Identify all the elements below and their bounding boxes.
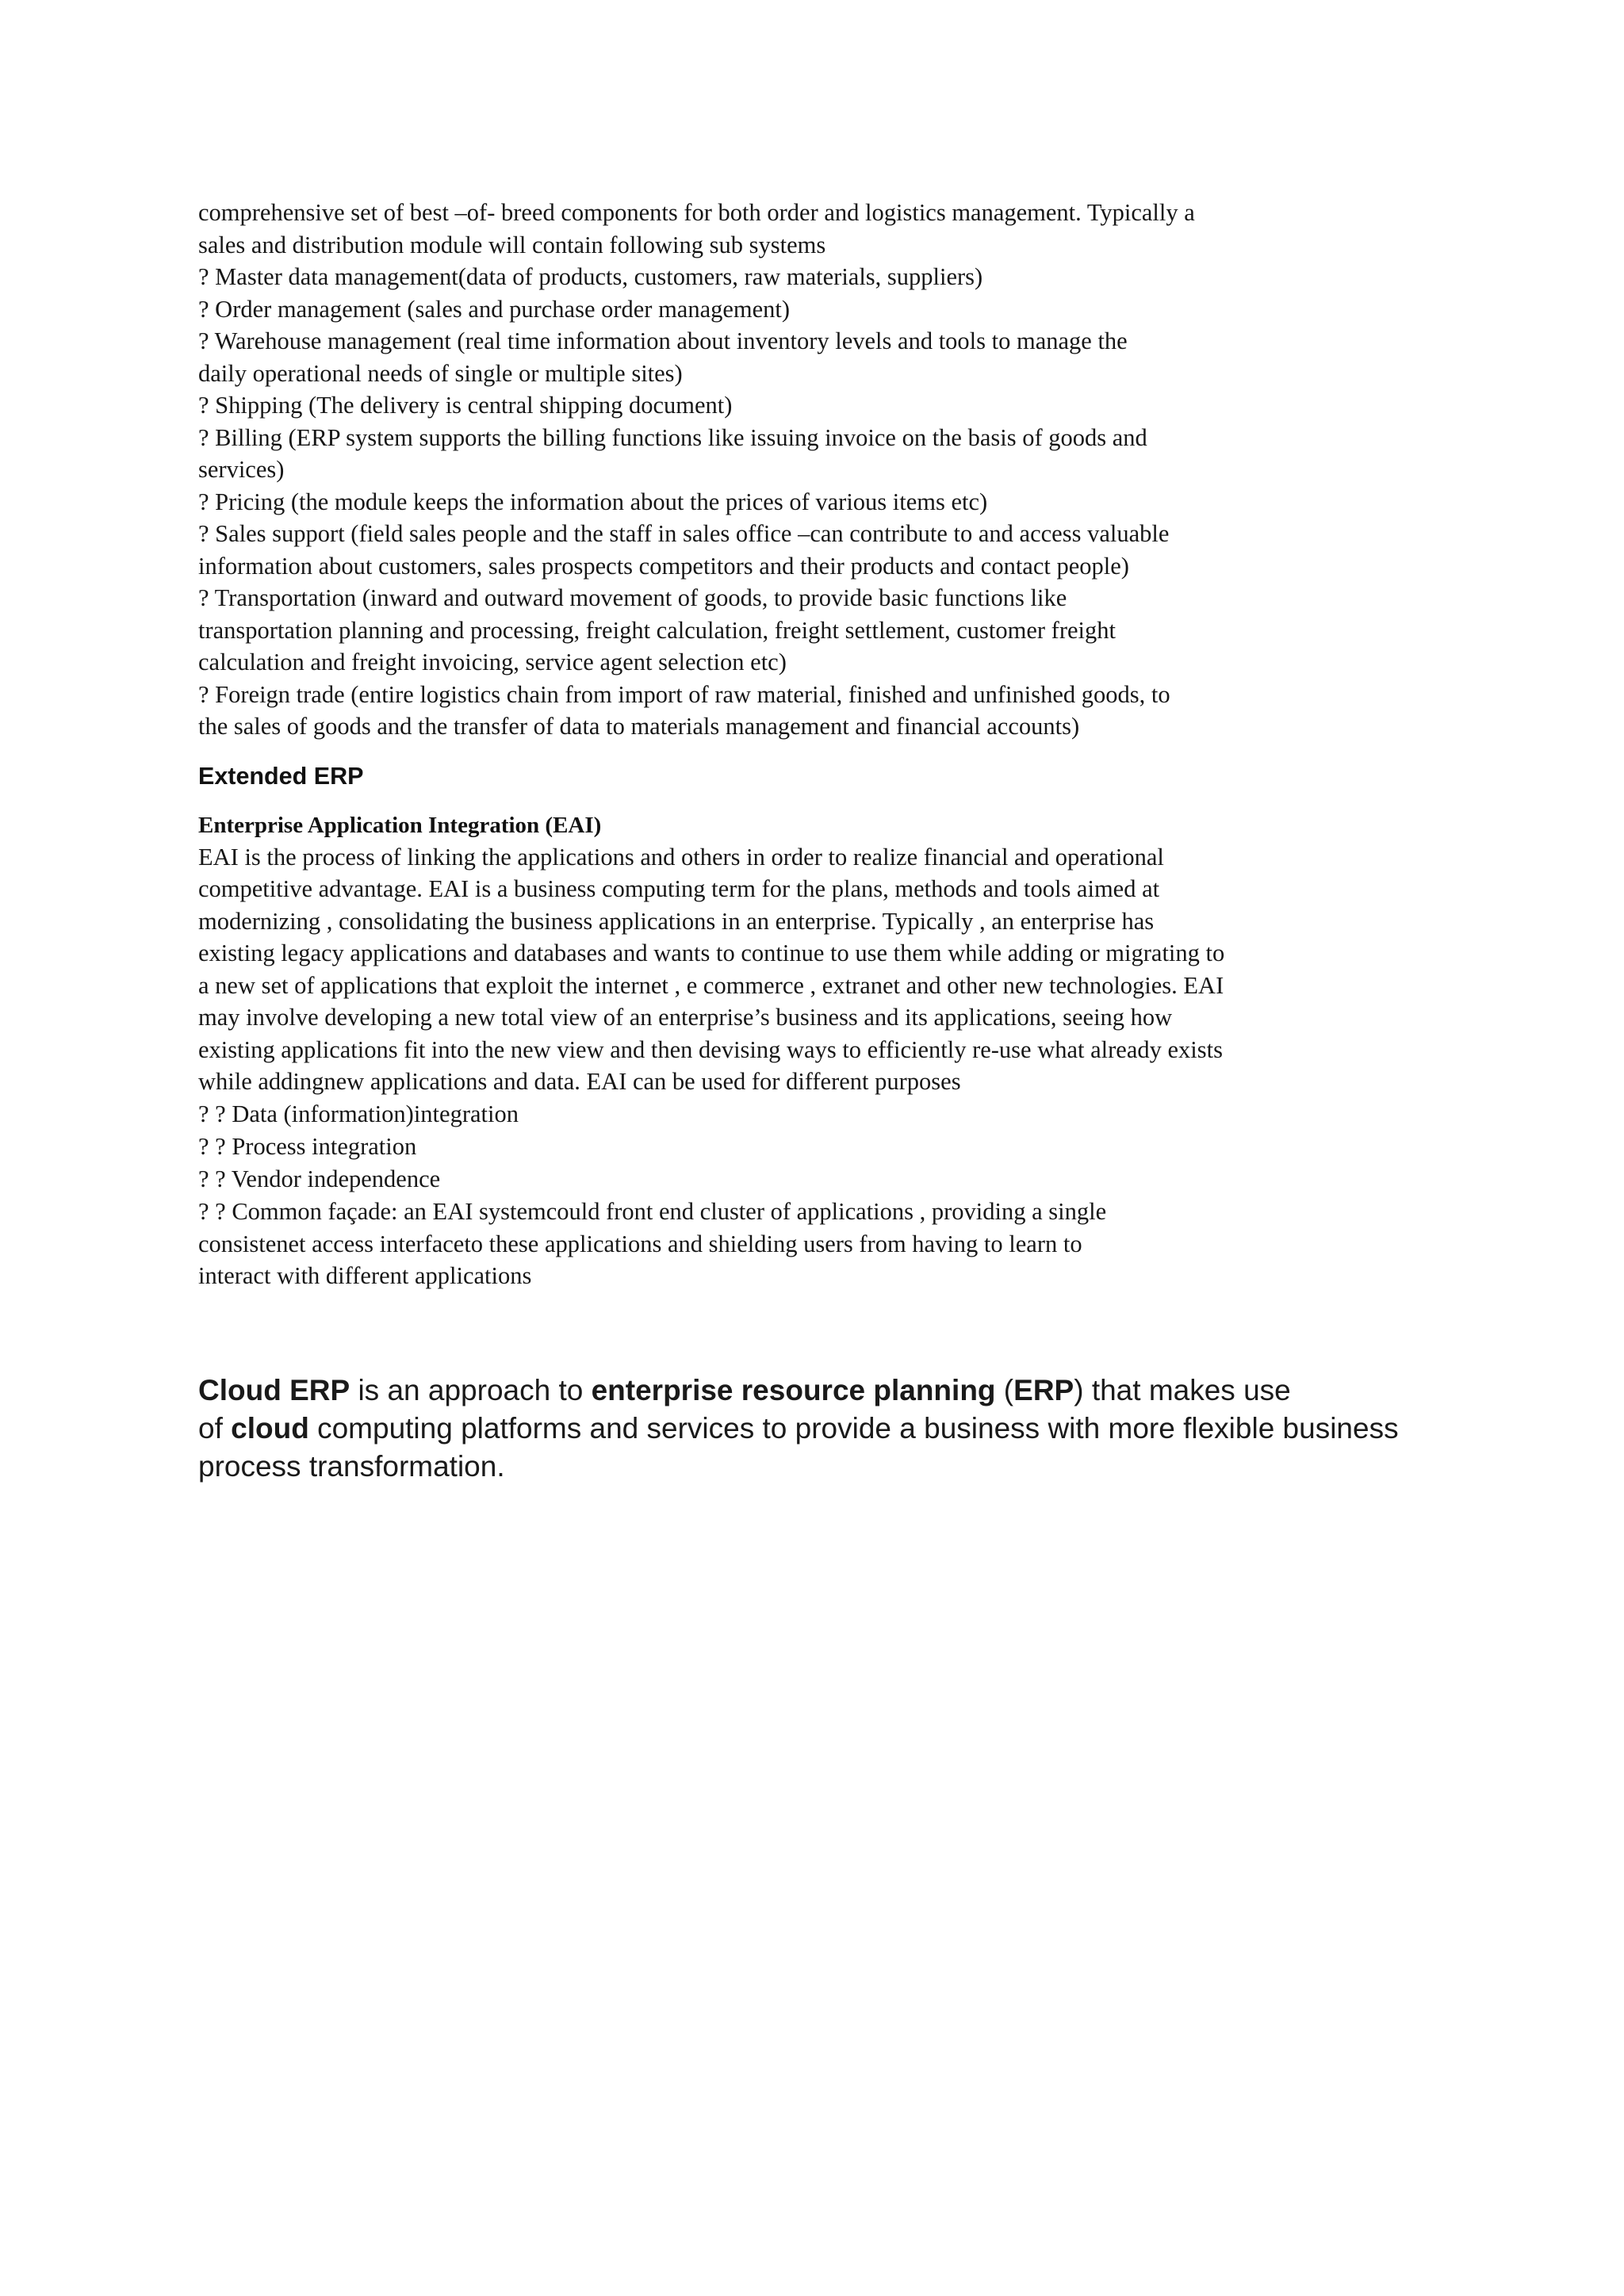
cloud-erp-paragraph [198, 1372, 1467, 1486]
eai-paragraph-line: competitive advantage. EAI is a business computing term for the plans, methods and tools aimed at [198, 875, 1160, 902]
eai-subheading: Enterprise Application Integration (EAI) [198, 812, 602, 838]
intro-line: sales and distribution module will contain following sub systems [198, 231, 826, 258]
cloud-erp-text: process transformation. [198, 1450, 505, 1483]
subsystem-line: the sales of goods and the transfer of data to materials management and financial accounts) [198, 713, 1080, 740]
subsystem-line: ? Order management (sales and purchase order management) [198, 295, 791, 323]
subsystem-line: information about customers, sales prospects competitors and their products and contact people) [198, 552, 1129, 580]
eai-purpose-continuation: interact with different applications [198, 1262, 532, 1289]
cloud-erp-term: Cloud ERP [198, 1374, 350, 1406]
subsystem-line: ? Foreign trade (entire logistics chain from import of raw material, finished and unfinished goods, to [198, 680, 1170, 708]
subsystem-line: ? Pricing (the module keeps the information about the prices of various items etc) [198, 488, 988, 515]
cloud-erp-line [198, 1372, 1467, 1410]
eai-paragraph-line: while addingnew applications and data. EAI can be used for different purposes [198, 1068, 961, 1095]
cloud-erp-line [198, 1410, 1467, 1448]
eai-paragraph-line: a new set of applications that exploit the internet , e commerce , extranet and other new technologies. EAI [198, 971, 1224, 999]
cloud-erp-text: is an approach to [350, 1374, 592, 1406]
erp-term: enterprise resource planning [591, 1374, 996, 1406]
subsystem-line: ? Billing (ERP system supports the billing functions like issuing invoice on the basis of goods and [198, 423, 1147, 451]
eai-paragraph-line: existing legacy applications and databases and wants to continue to use them while adding or migrating to [198, 939, 1225, 966]
extended-erp-heading: Extended ERP [198, 762, 364, 790]
subsystem-line: ? Transportation (inward and outward movement of goods, to provide basic functions like [198, 584, 1067, 611]
subsystem-line: ? Shipping (The delivery is central shipping document) [198, 392, 733, 419]
subsystem-line: transportation planning and processing, freight calculation, freight settlement, customer freight [198, 616, 1116, 644]
eai-purpose-continuation: consistenet access interfaceto these applications and shielding users from having to learn to [198, 1230, 1082, 1257]
intro-line: comprehensive set of best –of- breed components for both order and logistics management. Typically a [198, 199, 1195, 226]
eai-paragraph-line: may involve developing a new total view of an enterprise’s business and its applications, seeing how [198, 1004, 1173, 1031]
cloud-term: cloud [231, 1412, 309, 1445]
eai-purpose-item: ? ? Process integration [198, 1132, 417, 1160]
subsystem-line: services) [198, 456, 285, 483]
subsystem-line: ? Master data management(data of products, customers, raw materials, suppliers) [198, 263, 983, 290]
cloud-erp-text: ) that makes use [1074, 1374, 1291, 1406]
spacer [198, 792, 1435, 809]
spacer [198, 743, 1435, 760]
erp-abbrev: ERP [1013, 1374, 1074, 1406]
subsystem-line: ? Sales support (field sales people and the staff in sales office –can contribute to and access valuable [198, 520, 1170, 547]
eai-purpose-item: ? ? Vendor independence [198, 1165, 441, 1192]
cloud-erp-text: computing platforms and services to provide a business with more flexible business [308, 1412, 1399, 1445]
cloud-erp-text: of [198, 1412, 232, 1445]
eai-paragraph-line: EAI is the process of linking the applications and others in order to realize financial and operational [198, 843, 1164, 871]
subsystem-line: daily operational needs of single or multiple sites) [198, 359, 683, 387]
eai-purpose-item: ? ? Data (information)integration [198, 1100, 519, 1127]
cloud-erp-line [198, 1448, 1467, 1486]
eai-paragraph-line: existing applications fit into the new view and then devising ways to efficiently re-use what already exists [198, 1035, 1223, 1063]
document-body [198, 197, 1435, 1292]
eai-purpose-item: ? ? Common façade: an EAI systemcould front end cluster of applications , providing a single [198, 1197, 1107, 1225]
eai-paragraph-line: modernizing , consolidating the business applications in an enterprise. Typically , an enterprise has [198, 907, 1155, 935]
subsystem-line: ? Warehouse management (real time information about inventory levels and tools to manage the [198, 327, 1128, 354]
cloud-erp-text: ( [995, 1374, 1014, 1406]
subsystem-line: calculation and freight invoicing, service agent selection etc) [198, 649, 787, 675]
